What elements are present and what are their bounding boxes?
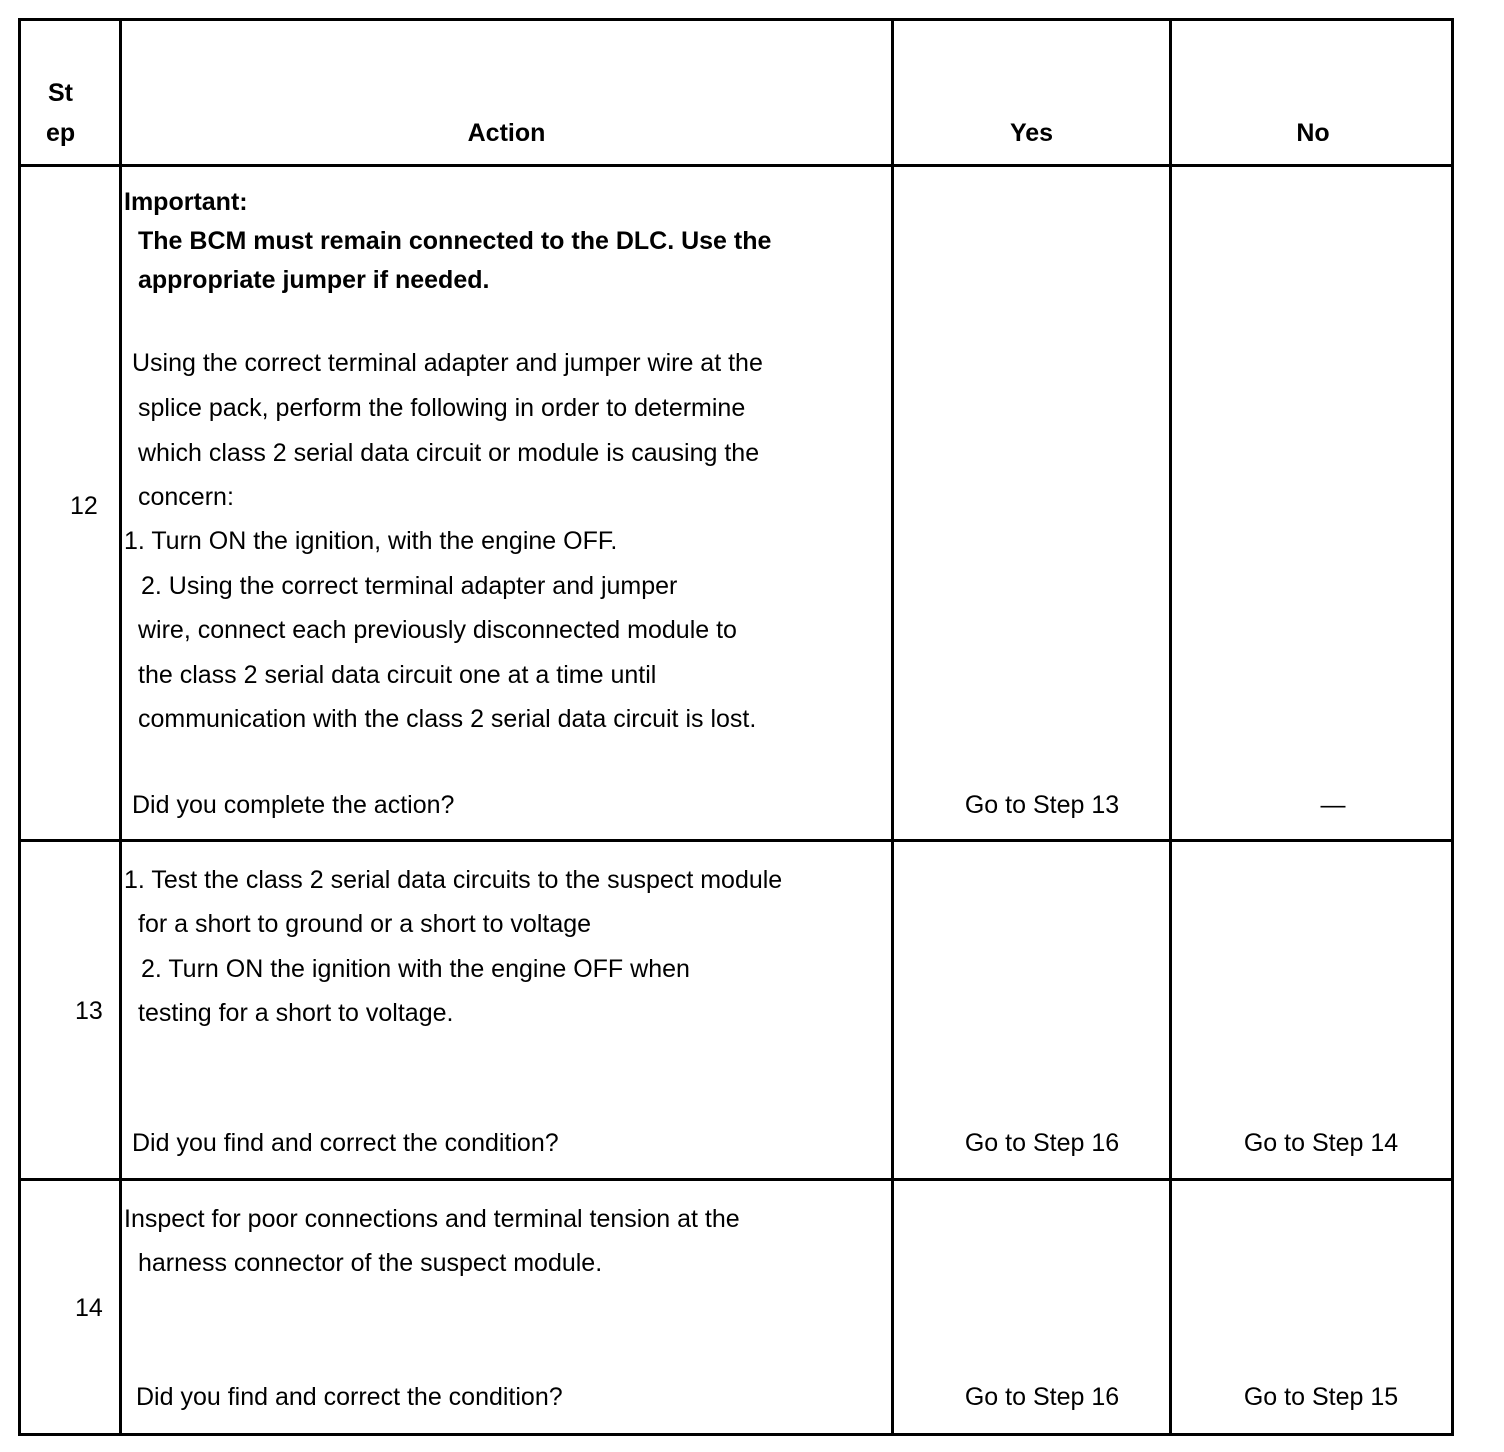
header-action: Action [467,119,546,147]
action-line: harness connector of the suspect module. [138,1249,603,1277]
yes-result: Go to Step 16 [964,1383,1120,1411]
important-note-line: The BCM must remain connected to the DLC. Use the [138,227,772,255]
action-line: Inspect for poor connections and terminal tension at the [124,1205,740,1233]
important-label: Important: [124,188,248,216]
action-line: 1. Test the class 2 serial data circuits to the suspect module [124,866,783,894]
question-text: Did you find and correct the condition? [132,1129,559,1157]
action-line: the class 2 serial data circuit one at a time until [138,661,657,689]
header-yes: Yes [1009,119,1054,147]
action-line: wire, connect each previously disconnected module to [138,616,737,644]
action-line: 1. Turn ON the ignition, with the engine OFF. [124,527,618,555]
action-line: which class 2 serial data circuit or module is causing the [138,439,760,467]
no-result: Go to Step 14 [1243,1129,1399,1157]
header-step-line1: St [48,79,73,107]
step-number: 13 [75,997,103,1025]
action-line: 2. Turn ON the ignition with the engine OFF when [141,955,690,983]
action-line: 2. Using the correct terminal adapter and jumper [141,572,678,600]
row-divider-header [18,164,1454,167]
action-line: for a short to ground or a short to voltage [138,910,592,938]
row-divider-12 [18,839,1454,842]
row-divider-13 [18,1178,1454,1181]
column-divider-step [119,18,122,1436]
header-step-line2: ep [46,119,76,147]
step-number: 12 [70,492,98,520]
step-number: 14 [75,1294,103,1322]
question-text: Did you complete the action? [132,791,455,819]
header-no: No [1296,119,1330,147]
important-note-line: appropriate jumper if needed. [138,266,490,294]
question-text: Did you find and correct the condition? [136,1383,563,1411]
yes-result: Go to Step 13 [964,791,1120,819]
action-line: concern: [138,483,234,511]
action-line: communication with the class 2 serial data circuit is lost. [138,705,757,733]
no-result: Go to Step 15 [1243,1383,1399,1411]
no-result: — [1320,791,1346,819]
column-divider-action [891,18,894,1436]
yes-result: Go to Step 16 [964,1129,1120,1157]
action-line: Using the correct terminal adapter and jumper wire at the [132,349,763,377]
column-divider-yes [1169,18,1172,1436]
action-line: testing for a short to voltage. [138,999,454,1027]
action-line: splice pack, perform the following in order to determine [138,394,746,422]
